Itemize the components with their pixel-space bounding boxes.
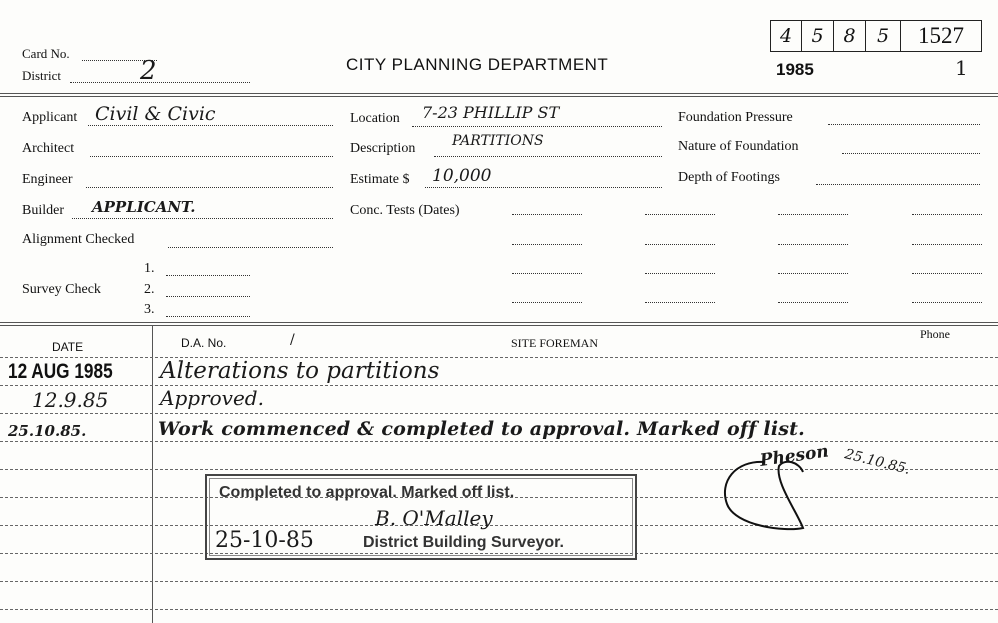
engineer-label: Engineer	[22, 172, 73, 187]
signature-name: Pheson	[758, 441, 830, 471]
entry-date-2: 12.9.85	[32, 388, 109, 412]
page-title: CITY PLANNING DEPARTMENT	[346, 55, 609, 74]
card-no-label: Card No.	[22, 46, 70, 61]
description-value: PARTITIONS	[452, 133, 544, 149]
stamp-signature: B. O'Malley	[375, 506, 493, 530]
ruled-line	[0, 609, 998, 610]
depth-footings-line	[816, 184, 980, 185]
phone-header: Phone	[920, 327, 950, 341]
stamp-text: Completed to approval. Marked off list.	[219, 484, 515, 501]
district-label: District	[22, 68, 61, 83]
builder-line	[72, 218, 333, 219]
builder-value: APPLICANT.	[92, 198, 196, 216]
nature-foundation-line	[842, 153, 980, 154]
approval-stamp	[205, 474, 637, 560]
conc-test-line	[645, 302, 715, 303]
district-line	[70, 82, 250, 83]
applicant-line	[88, 125, 333, 126]
log-divider-2	[0, 325, 998, 326]
conc-test-line	[645, 214, 715, 215]
description-line	[434, 156, 662, 157]
survey-label: Survey Check	[22, 282, 101, 297]
number-box-4: 5	[865, 20, 901, 52]
number-box-2: 5	[801, 20, 834, 52]
number-box-1: 4	[770, 20, 802, 52]
conc-test-line	[778, 273, 848, 274]
year-mark: 1	[955, 56, 968, 80]
conc-test-line	[912, 302, 982, 303]
survey-num-1: 1.	[144, 261, 155, 276]
stamp-date: 25-10-85	[215, 528, 314, 553]
foundation-pressure-label: Foundation Pressure	[678, 110, 793, 125]
engineer-line	[86, 187, 333, 188]
survey-line-3	[166, 316, 250, 317]
conc-test-line	[912, 244, 982, 245]
ruled-line	[0, 469, 998, 470]
conc-test-line	[912, 214, 982, 215]
conc-test-line	[778, 302, 848, 303]
conc-test-line	[512, 214, 582, 215]
location-value: 7-23 PHILLIP ST	[422, 103, 560, 122]
alignment-line	[168, 247, 333, 248]
alignment-label: Alignment Checked	[22, 232, 135, 247]
applicant-value: Civil & Civic	[95, 103, 216, 125]
ruled-line	[0, 441, 998, 442]
location-label: Location	[350, 111, 400, 126]
card-number: 1527	[900, 20, 982, 52]
depth-footings-label: Depth of Footings	[678, 170, 780, 185]
description-label: Description	[350, 141, 416, 156]
log-divider	[0, 322, 998, 323]
entry-text-1: Alterations to partitions	[160, 358, 440, 384]
header-divider-2	[0, 96, 998, 97]
ruled-line	[0, 413, 998, 414]
da-slash: /	[290, 332, 295, 348]
number-box-3: 8	[833, 20, 866, 52]
survey-line-1	[166, 275, 250, 276]
conc-tests-label: Conc. Tests (Dates)	[350, 203, 460, 218]
survey-line-2	[166, 296, 250, 297]
foundation-pressure-line	[828, 124, 980, 125]
entry-text-3: Work commenced & completed to approval. Marked off list.	[158, 418, 805, 440]
date-column-rule	[152, 326, 153, 623]
builder-label: Builder	[22, 203, 64, 218]
conc-test-line	[778, 244, 848, 245]
header-divider	[0, 93, 998, 94]
da-header: D.A. No.	[181, 336, 227, 350]
entry-date-3: 25.10.85.	[8, 422, 87, 440]
applicant-label: Applicant	[22, 110, 78, 125]
location-line	[412, 126, 662, 127]
conc-test-line	[512, 273, 582, 274]
signature-date: 25.10.85.	[843, 446, 912, 478]
signature-loop-icon	[715, 452, 815, 534]
architect-label: Architect	[22, 141, 75, 156]
district-value: 2	[140, 56, 157, 86]
nature-foundation-label: Nature of Foundation	[678, 139, 799, 154]
date-header: DATE	[52, 340, 84, 354]
estimate-value: 10,000	[432, 166, 492, 186]
entry-text-2: Approved.	[160, 386, 264, 410]
ruled-line	[0, 357, 998, 358]
survey-num-3: 3.	[144, 302, 155, 317]
stamp-title: District Building Surveyor.	[363, 534, 564, 551]
site-foreman-header: SITE FOREMAN	[511, 336, 599, 350]
estimate-line	[425, 187, 662, 188]
estimate-label: Estimate $	[350, 172, 410, 187]
architect-line	[90, 156, 333, 157]
survey-num-2: 2.	[144, 282, 155, 297]
year: 1985	[776, 60, 814, 79]
conc-test-line	[778, 214, 848, 215]
entry-date-1: 12 AUG 1985	[8, 360, 113, 383]
conc-test-line	[512, 244, 582, 245]
conc-test-line	[512, 302, 582, 303]
conc-test-line	[645, 244, 715, 245]
conc-test-line	[912, 273, 982, 274]
conc-test-line	[645, 273, 715, 274]
ruled-line	[0, 581, 998, 582]
ruled-line	[0, 385, 998, 386]
